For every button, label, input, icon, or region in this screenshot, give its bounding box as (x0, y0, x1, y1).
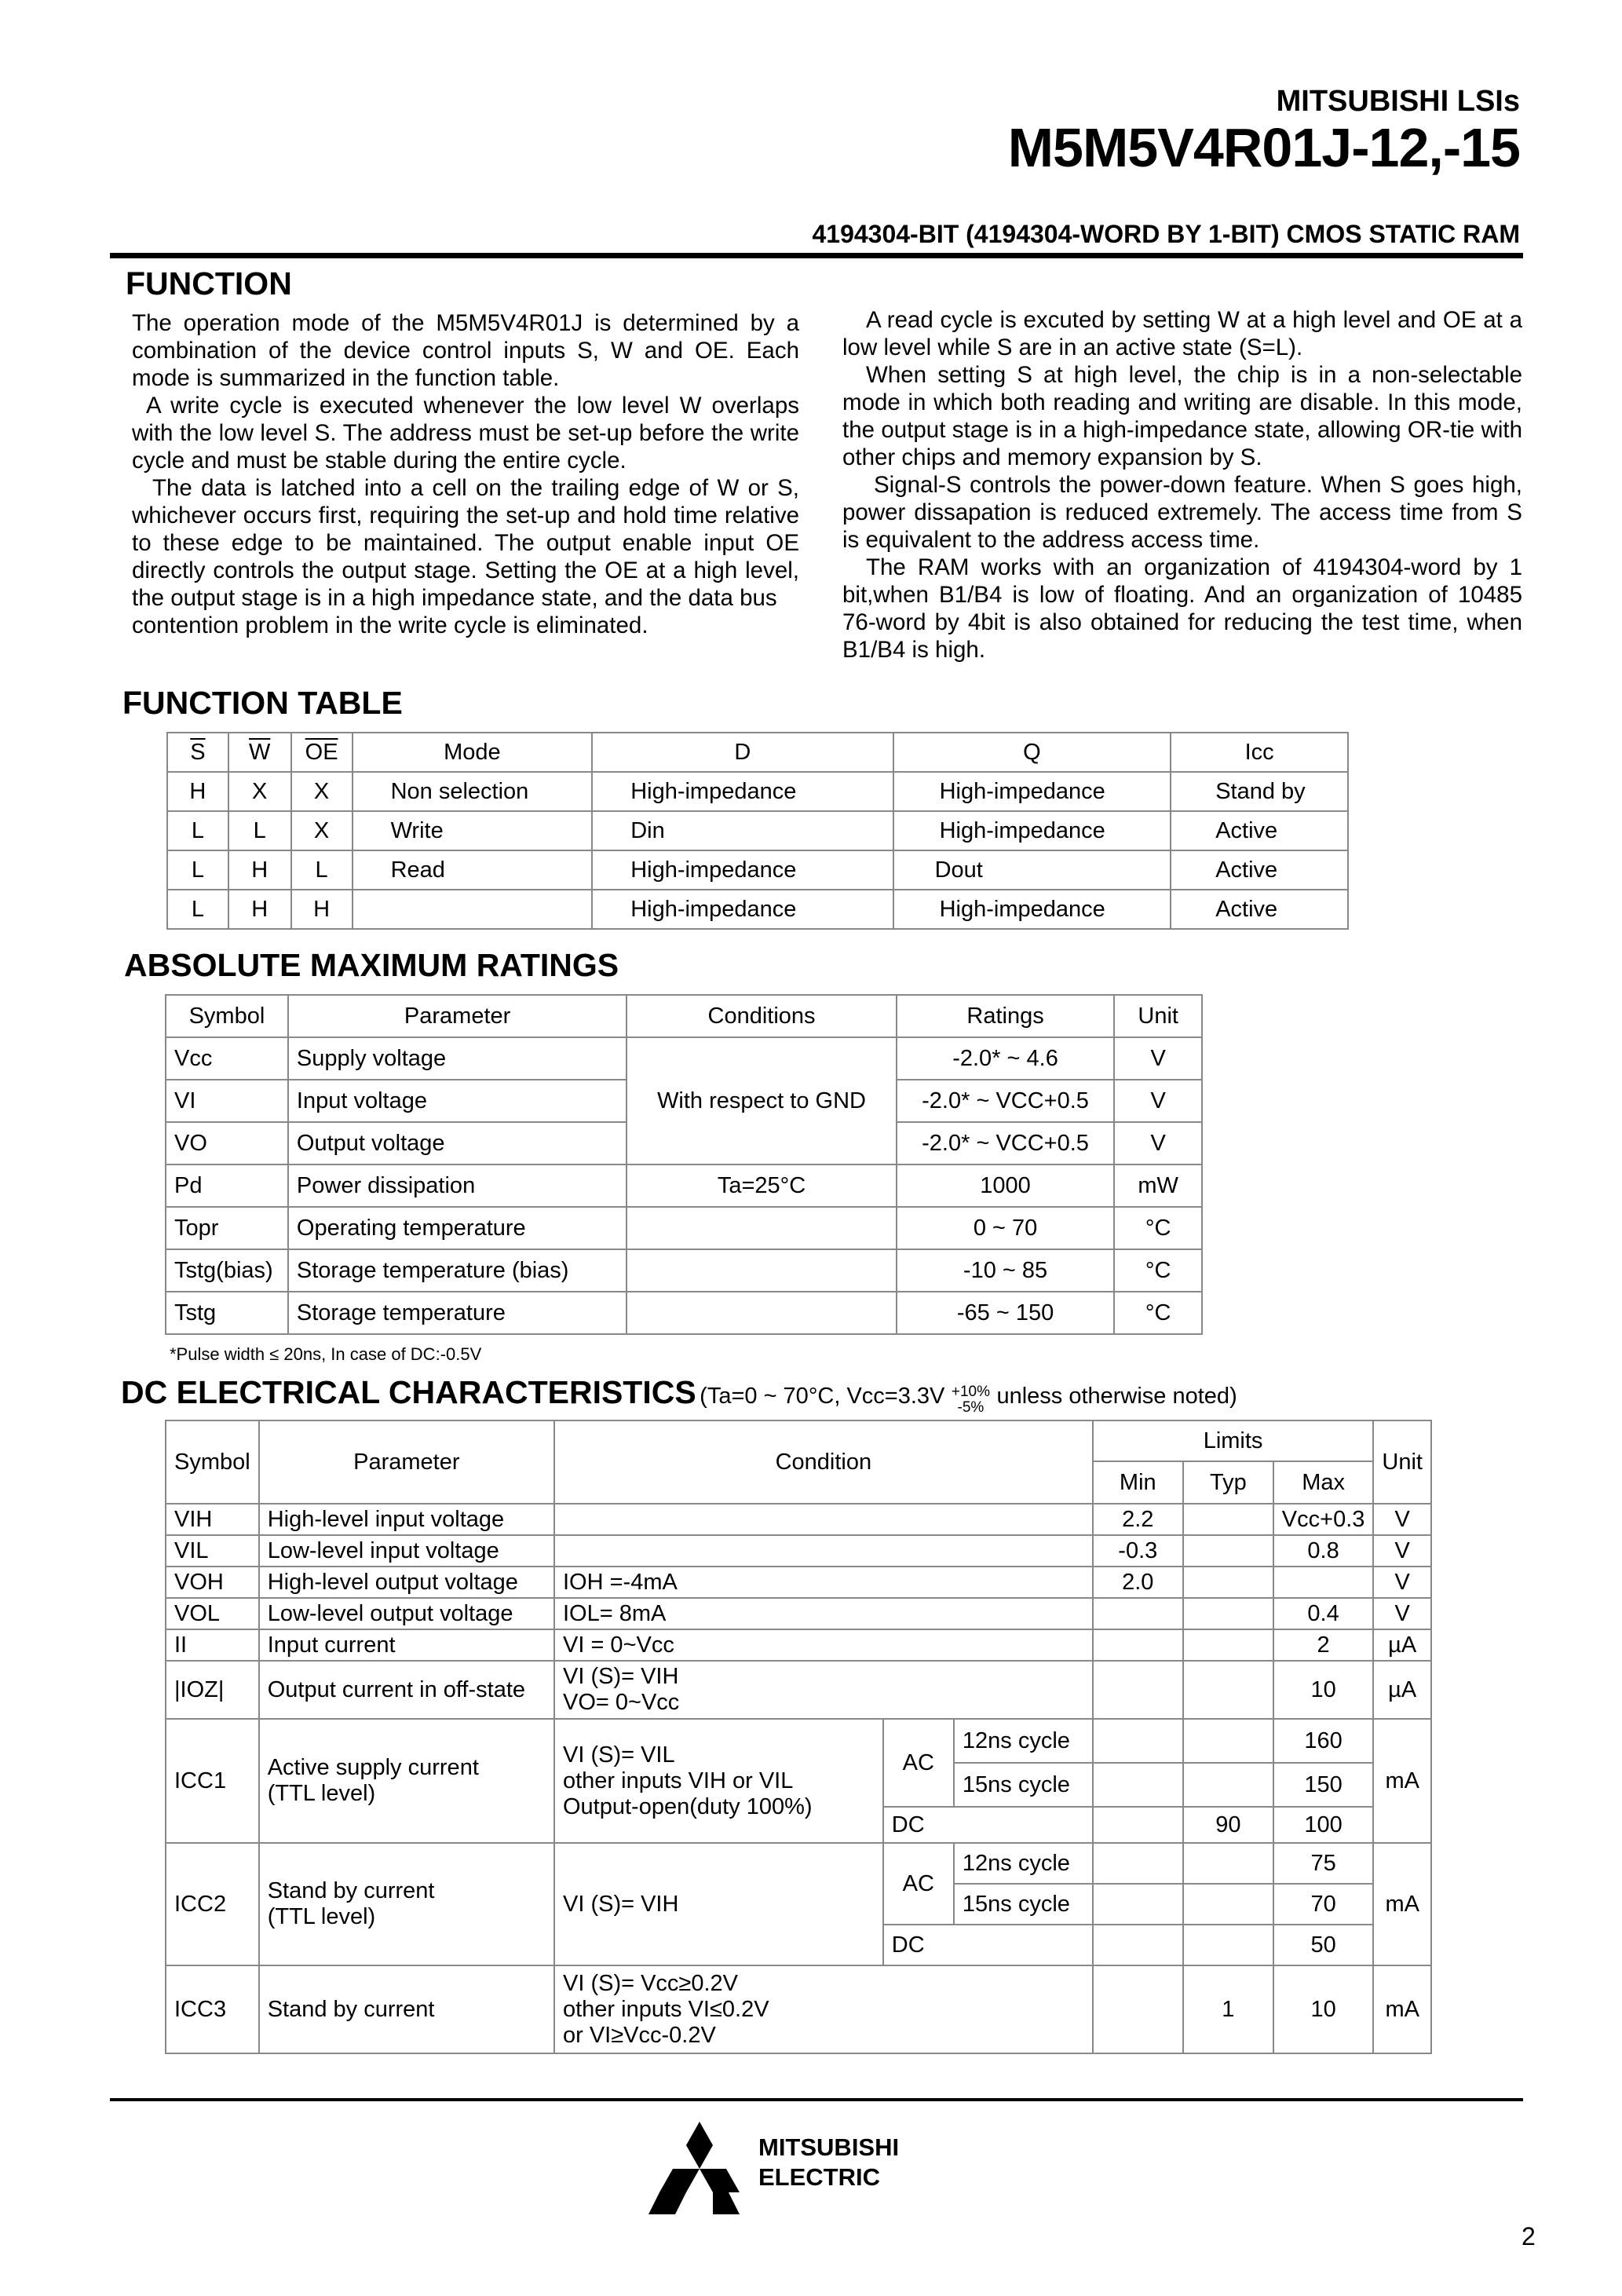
cell: Active (1171, 890, 1348, 929)
cell: 1 (1183, 1965, 1273, 2053)
function-para: When setting S at high level, the chip is in a non-selectable mode in which both reading and writing are disable. In this mode, the output stage is in a high-impedance state, allowing OR-tie with other chips and memory expansion by S. (842, 362, 1522, 470)
condition-line: or VI≥Vcc-0.2V (562, 2022, 716, 2048)
cell: 12ns cycle (954, 1843, 1093, 1884)
cell: VI = 0~Vcc (554, 1629, 1093, 1661)
col-header-q: Q (893, 733, 1171, 772)
cell: 90 (1183, 1807, 1273, 1843)
cell (1183, 1504, 1273, 1535)
cell (1183, 1598, 1273, 1629)
table-row (167, 772, 1348, 811)
cell (1183, 1843, 1273, 1884)
cell: µA (1373, 1629, 1431, 1661)
cell: V (1114, 1122, 1202, 1164)
cell: Low-level output voltage (259, 1598, 554, 1629)
cell (1183, 1925, 1273, 1965)
cell: 10 (1273, 1965, 1374, 2053)
table-row (166, 1249, 1202, 1292)
cell (554, 1719, 883, 1843)
condition-line: other inputs VI≤0.2V (562, 1996, 769, 2022)
cell: °C (1114, 1207, 1202, 1249)
header-rule (110, 253, 1523, 258)
cell (1093, 1629, 1183, 1661)
table-row (166, 1661, 1431, 1719)
col-header-max: Max (1273, 1461, 1374, 1504)
part-number: M5M5V4R01J-12,-15 (1007, 117, 1520, 178)
cell: H (291, 890, 353, 929)
cell: H (167, 772, 228, 811)
cell (1093, 1763, 1183, 1807)
table-header-row (166, 995, 1202, 1037)
cell (554, 1535, 1093, 1567)
cell (259, 1719, 554, 1843)
cell (1093, 1843, 1183, 1884)
table-row (166, 1207, 1202, 1249)
table-row (166, 1504, 1431, 1535)
cell: High-level input voltage (259, 1504, 554, 1535)
cell: 15ns cycle (954, 1884, 1093, 1925)
cell: Storage temperature (bias) (288, 1249, 627, 1292)
function-table (166, 732, 1349, 930)
cell: Read (353, 850, 593, 890)
condition-line: Output-open(duty 100%) (562, 1793, 813, 1819)
cell: Supply voltage (288, 1037, 627, 1080)
param-line: Stand by current (267, 1878, 435, 1903)
cell: ICC3 (166, 1965, 259, 2053)
page-number: 2 (1522, 2222, 1536, 2250)
cell: 160 (1273, 1719, 1374, 1763)
cell: VI (166, 1080, 288, 1122)
function-para: The RAM works with an organization of 4194304-word by 1 bit,when B1/B4 is low of floating. And an organization of 10485 76-word by 4bit is also obtained for reducing the test time, when B1/B4 is high. (842, 554, 1522, 663)
cell: Input current (259, 1629, 554, 1661)
tol-plus: +10% (951, 1383, 990, 1400)
condition-line: other inputs VIH or VIL (562, 1768, 794, 1793)
cell: 50 (1273, 1925, 1374, 1965)
condition-line: VO= 0~Vcc (562, 1690, 680, 1715)
cell: 0.8 (1273, 1535, 1374, 1567)
cell (554, 1965, 1093, 2053)
cell: Operating temperature (288, 1207, 627, 1249)
cell: High-impedance (893, 811, 1171, 850)
device-description: 4194304-BIT (4194304-WORD BY 1-BIT) CMOS STATIC RAM (812, 220, 1520, 248)
col-header-s: $\overline{S}$ (167, 733, 228, 772)
cell: 15ns cycle (954, 1763, 1093, 1807)
col-header-d: D (592, 733, 893, 772)
condition-line: VI (S)= VIL (562, 1742, 675, 1768)
cell: mW (1114, 1164, 1202, 1207)
cell (627, 1292, 896, 1334)
table-row (166, 1037, 1202, 1080)
param-line: Active supply current (267, 1755, 479, 1780)
logo-line: ELECTRIC (758, 2163, 880, 2191)
cell: 12ns cycle (954, 1719, 1093, 1763)
cell (1273, 1567, 1374, 1598)
cell: 100 (1273, 1807, 1374, 1843)
dc-table (165, 1420, 1432, 2054)
col-header-unit: Unit (1373, 1420, 1431, 1504)
col-header-icc: Icc (1171, 733, 1348, 772)
cell: AC (883, 1719, 954, 1807)
function-para: contention problem in the write cycle is eliminated. (132, 612, 648, 638)
cell: X (228, 772, 291, 811)
cell: 2.2 (1093, 1504, 1183, 1535)
cell (1093, 1598, 1183, 1629)
table-row (167, 890, 1348, 929)
cell: Input voltage (288, 1080, 627, 1122)
cell: ICC1 (166, 1719, 259, 1843)
cell (554, 1661, 1093, 1719)
cell (1183, 1763, 1273, 1807)
logo-line: MITSUBISHI (758, 2133, 900, 2161)
col-header-oe: $\overline{OE}$ (291, 733, 353, 772)
cell: -0.3 (1093, 1535, 1183, 1567)
cell: DC (883, 1925, 1093, 1965)
cell: V (1373, 1598, 1431, 1629)
cell: mA (1373, 1843, 1431, 1965)
cell: 2 (1273, 1629, 1374, 1661)
table-row (166, 1719, 1431, 1763)
cell: High-impedance (893, 890, 1171, 929)
cell: L (291, 850, 353, 890)
cell (1093, 1661, 1183, 1719)
cell: V (1373, 1567, 1431, 1598)
table-row (166, 1598, 1431, 1629)
table-header-row (167, 733, 1348, 772)
col-header-min: Min (1093, 1461, 1183, 1504)
cell: L (167, 890, 228, 929)
function-para: A write cycle is executed whenever the low level W overlaps with the low level S. The address must be set-up before the write cycle and must be stable during the entire cycle. (132, 393, 799, 473)
table-row (166, 1843, 1431, 1884)
function-heading: FUNCTION (126, 265, 292, 302)
cell (259, 1843, 554, 1965)
abs-max-heading: ABSOLUTE MAXIMUM RATINGS (124, 947, 619, 983)
cell: V (1114, 1080, 1202, 1122)
cell: L (167, 811, 228, 850)
cell: L (228, 811, 291, 850)
col-header-limits: Limits (1093, 1420, 1374, 1461)
cell: Pd (166, 1164, 288, 1207)
cell: L (167, 850, 228, 890)
cell: |IOZ| (166, 1661, 259, 1719)
cell (1183, 1661, 1273, 1719)
cell: High-impedance (592, 850, 893, 890)
cell (1183, 1884, 1273, 1925)
cell: 1000 (897, 1164, 1115, 1207)
cell: VI (S)= VIH (554, 1843, 883, 1965)
cell: Tstg (166, 1292, 288, 1334)
cell: IOL= 8mA (554, 1598, 1093, 1629)
cell: °C (1114, 1249, 1202, 1292)
cell (627, 1207, 896, 1249)
cell (1093, 1965, 1183, 2053)
condition-line: VI (S)= Vcc≥0.2V (562, 1970, 739, 1996)
cell: II (166, 1629, 259, 1661)
abs-max-footnote: *Pulse width ≤ 20ns, In case of DC:-0.5V (170, 1344, 482, 1364)
cell: Tstg(bias) (166, 1249, 288, 1292)
cell: Output current in off-state (259, 1661, 554, 1719)
cell: 10 (1273, 1661, 1374, 1719)
cell: 0.4 (1273, 1598, 1374, 1629)
condition-line: VI (S)= VIH (562, 1664, 679, 1689)
tol-minus: -5% (957, 1398, 985, 1416)
footer-rule (110, 2098, 1523, 2101)
cell: Stand by current (259, 1965, 554, 2053)
cell (1183, 1535, 1273, 1567)
cell: H (228, 850, 291, 890)
col-header-parameter: Parameter (288, 995, 627, 1037)
cell: -2.0* ~ VCC+0.5 (897, 1080, 1115, 1122)
cell: High-level output voltage (259, 1567, 554, 1598)
cell: IOH =-4mA (554, 1567, 1093, 1598)
dc-tolerance (952, 1384, 990, 1416)
cell: DC (883, 1807, 1093, 1843)
cell: -2.0* ~ VCC+0.5 (897, 1122, 1115, 1164)
table-row (167, 850, 1348, 890)
cell (1093, 1807, 1183, 1843)
col-header-parameter: Parameter (259, 1420, 554, 1504)
col-header-condition: Condition (554, 1420, 1093, 1504)
company-logo-text (758, 2133, 899, 2192)
cell: High-impedance (893, 772, 1171, 811)
function-para: The data is latched into a cell on the trailing edge of W or S, whichever occurs first, requiring the set-up and hold time relative to these edge to be maintained. The output enable input OE directly controls the output stage. Setting the OE at a high level, the output stage is in a high impedance state, and the data bus (132, 475, 799, 611)
dc-condition-pre: (Ta=0 ~ 70°C, Vcc=3.3V (700, 1384, 945, 1409)
cell: X (291, 772, 353, 811)
param-line: (TTL level) (267, 1781, 376, 1806)
cell: VO (166, 1122, 288, 1164)
table-row (166, 1535, 1431, 1567)
cell: Low-level input voltage (259, 1535, 554, 1567)
cell (1183, 1719, 1273, 1763)
cell: Power dissipation (288, 1164, 627, 1207)
cell: 2.0 (1093, 1567, 1183, 1598)
function-para: A read cycle is excuted by setting W at a high level and OE at a low level while S are in an active state (S=L). (842, 307, 1522, 360)
cell: Vcc+0.3 (1273, 1504, 1374, 1535)
cell-shared-condition: With respect to GND (627, 1037, 896, 1164)
cell: Din (592, 811, 893, 850)
cell: °C (1114, 1292, 1202, 1334)
mitsubishi-three-diamonds-logo-icon (648, 2122, 751, 2214)
cell: mA (1373, 1719, 1431, 1843)
dc-condition-post: unless otherwise noted) (996, 1384, 1237, 1409)
cell: Topr (166, 1207, 288, 1249)
cell: -2.0* ~ 4.6 (897, 1037, 1115, 1080)
dc-heading: DC ELECTRICAL CHARACTERISTICS (121, 1374, 696, 1410)
dc-heading-line (121, 1374, 1237, 1416)
table-row (167, 811, 1348, 850)
cell (1093, 1719, 1183, 1763)
cell (1093, 1884, 1183, 1925)
brand-label: MITSUBISHI LSIs (1276, 85, 1520, 118)
cell (627, 1249, 896, 1292)
cell: Stand by (1171, 772, 1348, 811)
cell: ICC2 (166, 1843, 259, 1965)
cell: Write (353, 811, 593, 850)
cell (1183, 1567, 1273, 1598)
cell: V (1373, 1504, 1431, 1535)
abs-max-table (165, 994, 1203, 1335)
function-right-column (842, 306, 1522, 664)
cell: X (291, 811, 353, 850)
cell: Non selection (353, 772, 593, 811)
cell (554, 1504, 1093, 1535)
cell (353, 890, 593, 929)
col-header-mode: Mode (353, 733, 593, 772)
cell: AC (883, 1843, 954, 1925)
table-row (166, 1292, 1202, 1334)
col-header-symbol: Symbol (166, 1420, 259, 1504)
cell: V (1373, 1535, 1431, 1567)
table-row (166, 1164, 1202, 1207)
cell: VIL (166, 1535, 259, 1567)
cell (1093, 1925, 1183, 1965)
cell: VIH (166, 1504, 259, 1535)
function-para: Signal-S controls the power-down feature. When S goes high, power dissapation is reduced extremely. The access time from S is equivalent to the address access time. (842, 472, 1522, 553)
cell: VOH (166, 1567, 259, 1598)
cell: H (228, 890, 291, 929)
cell: Active (1171, 850, 1348, 890)
cell: V (1114, 1037, 1202, 1080)
cell: µA (1373, 1661, 1431, 1719)
col-header-conditions: Conditions (627, 995, 896, 1037)
cell: 0 ~ 70 (897, 1207, 1115, 1249)
table-row (166, 1965, 1431, 2053)
cell: 150 (1273, 1763, 1374, 1807)
table-row (166, 1629, 1431, 1661)
cell: High-impedance (592, 772, 893, 811)
col-header-ratings: Ratings (897, 995, 1115, 1037)
cell: 70 (1273, 1884, 1374, 1925)
cell: -10 ~ 85 (897, 1249, 1115, 1292)
param-line: (TTL level) (267, 1904, 376, 1929)
cell: Active (1171, 811, 1348, 850)
cell: VOL (166, 1598, 259, 1629)
cell: High-impedance (592, 890, 893, 929)
cell (1183, 1629, 1273, 1661)
col-header-symbol: Symbol (166, 995, 288, 1037)
cell: Output voltage (288, 1122, 627, 1164)
cell: Dout (893, 850, 1171, 890)
cell: -65 ~ 150 (897, 1292, 1115, 1334)
cell: Storage temperature (288, 1292, 627, 1334)
function-para: The operation mode of the M5M5V4R01J is determined by a combination of the device control inputs S, W and OE. Each mode is summarized in the function table. (132, 310, 799, 391)
function-table-heading: FUNCTION TABLE (122, 685, 403, 721)
table-row (166, 1567, 1431, 1598)
cell: 75 (1273, 1843, 1374, 1884)
col-header-w: $\overline{W}$ (228, 733, 291, 772)
col-header-unit: Unit (1114, 995, 1202, 1037)
cell: mA (1373, 1965, 1431, 2053)
cell: Ta=25°C (627, 1164, 896, 1207)
function-left-column (132, 309, 799, 639)
cell: Vcc (166, 1037, 288, 1080)
col-header-typ: Typ (1183, 1461, 1273, 1504)
table-header-row (166, 1420, 1431, 1461)
